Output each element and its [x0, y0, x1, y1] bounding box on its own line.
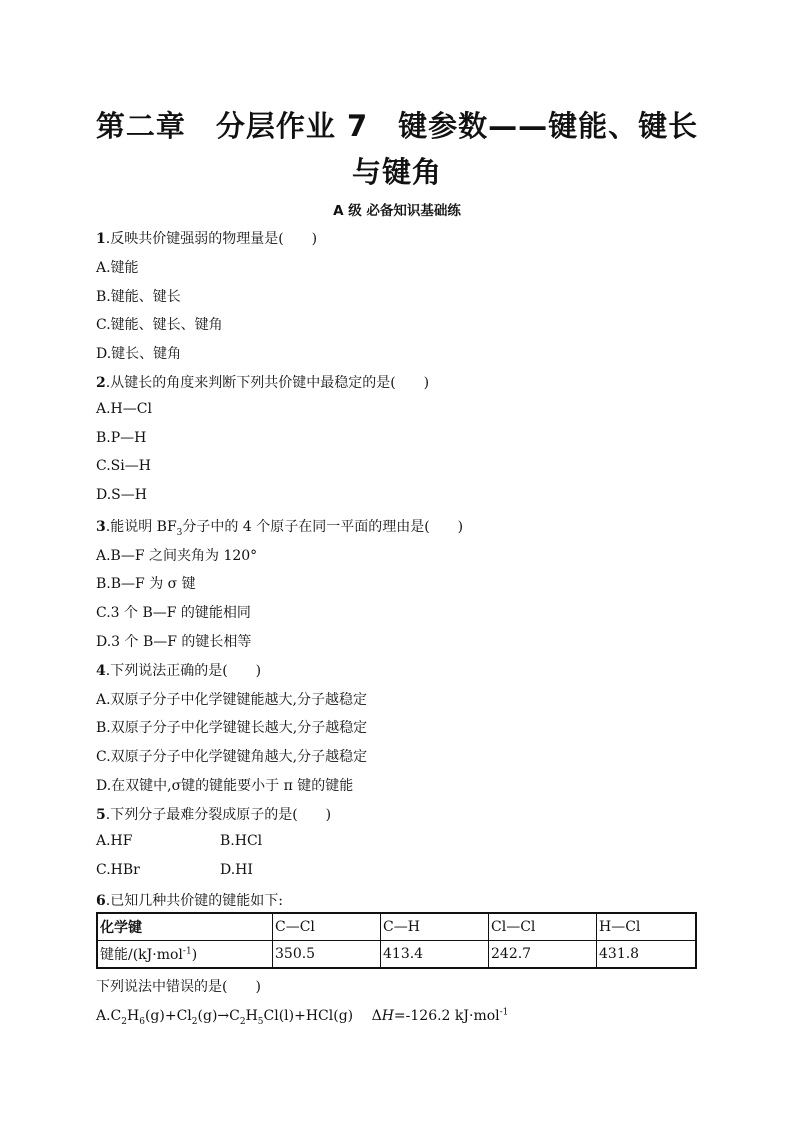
table-cell: 413.4: [381, 941, 489, 969]
q5-option-c: C.HBr: [96, 862, 140, 878]
table-cell: C—Cl: [273, 913, 381, 941]
level-heading: A 级 必备知识基础练: [333, 203, 461, 219]
q4-option-a: A.双原子分子中化学键键能越大,分子越稳定: [96, 692, 368, 708]
table-header-bond: 化学键: [97, 913, 273, 941]
bond-energy-table: [96, 912, 697, 969]
question-5-stem: 5.下列分子最难分裂成原子的是( ): [96, 807, 332, 823]
page-title-line1: 第二章 分层作业 7 键参数——键能、键长: [95, 109, 699, 143]
question-4-stem: 4.下列说法正确的是( ): [96, 663, 262, 679]
table-row: [97, 913, 696, 941]
question-6-stem: 6.已知几种共价键的键能如下:: [96, 893, 283, 909]
q1-option-a: A.键能: [96, 260, 139, 276]
question-2-stem: 2.从键长的角度来判断下列共价键中最稳定的是( ): [96, 375, 430, 391]
q5-option-a: A.HF: [96, 833, 133, 849]
table-cell: C—H: [381, 913, 489, 941]
page-title-line2: 与键角: [351, 155, 442, 189]
q3-option-c: C.3 个 B—F 的键能相同: [96, 605, 251, 621]
q2-option-c: C.Si—H: [96, 458, 151, 474]
table-cell: Cl—Cl: [489, 913, 597, 941]
q5-option-b: B.HCl: [220, 833, 263, 849]
question-3-stem: 3.能说明 $BF_3$分子中的 4 个原子在同一平面的理由是( ): [96, 519, 464, 538]
table-header-energy: 键能/(kJ·mol$^{-1}$): [97, 941, 273, 969]
question-6-prompt: 下列说法中错误的是( ): [96, 979, 261, 995]
q1-option-d: D.键长、键角: [96, 346, 182, 362]
q3-option-b: B.B—F 为 σ 键: [96, 576, 196, 592]
q1-option-b: B.键能、键长: [96, 289, 181, 305]
q3-option-d: D.3 个 B—F 的键长相等: [96, 634, 252, 650]
q1-option-c: C.键能、键长、键角: [96, 317, 223, 333]
q2-option-a: A.H—Cl: [96, 401, 152, 417]
q5-option-d: D.HI: [220, 862, 253, 878]
q2-option-d: D.S—H: [96, 487, 147, 503]
table-cell: 431.8: [597, 941, 697, 969]
question-1-stem: 1.反映共价键强弱的物理量是( ): [96, 231, 318, 247]
table-row: [97, 941, 696, 969]
q6-option-a: $A.C_2H_6(g)+Cl_2(g)\to C_2H_5Cl(l)+HCl(g)$ ΔH=-126.2 kJ·mol$^{-1}$: [96, 1007, 509, 1027]
q4-option-d: D.在双键中,σ键的键能要小于 π 键的键能: [96, 778, 354, 794]
table-cell: H—Cl: [597, 913, 697, 941]
table-cell: 350.5: [273, 941, 381, 969]
q4-option-b: B.双原子分子中化学键键长越大,分子越稳定: [96, 720, 368, 736]
table-cell: 242.7: [489, 941, 597, 969]
q2-option-b: B.P—H: [96, 430, 147, 446]
q4-option-c: C.双原子分子中化学键键角越大,分子越稳定: [96, 749, 368, 765]
q3-option-a: A.B—F 之间夹角为 120°: [96, 548, 258, 564]
